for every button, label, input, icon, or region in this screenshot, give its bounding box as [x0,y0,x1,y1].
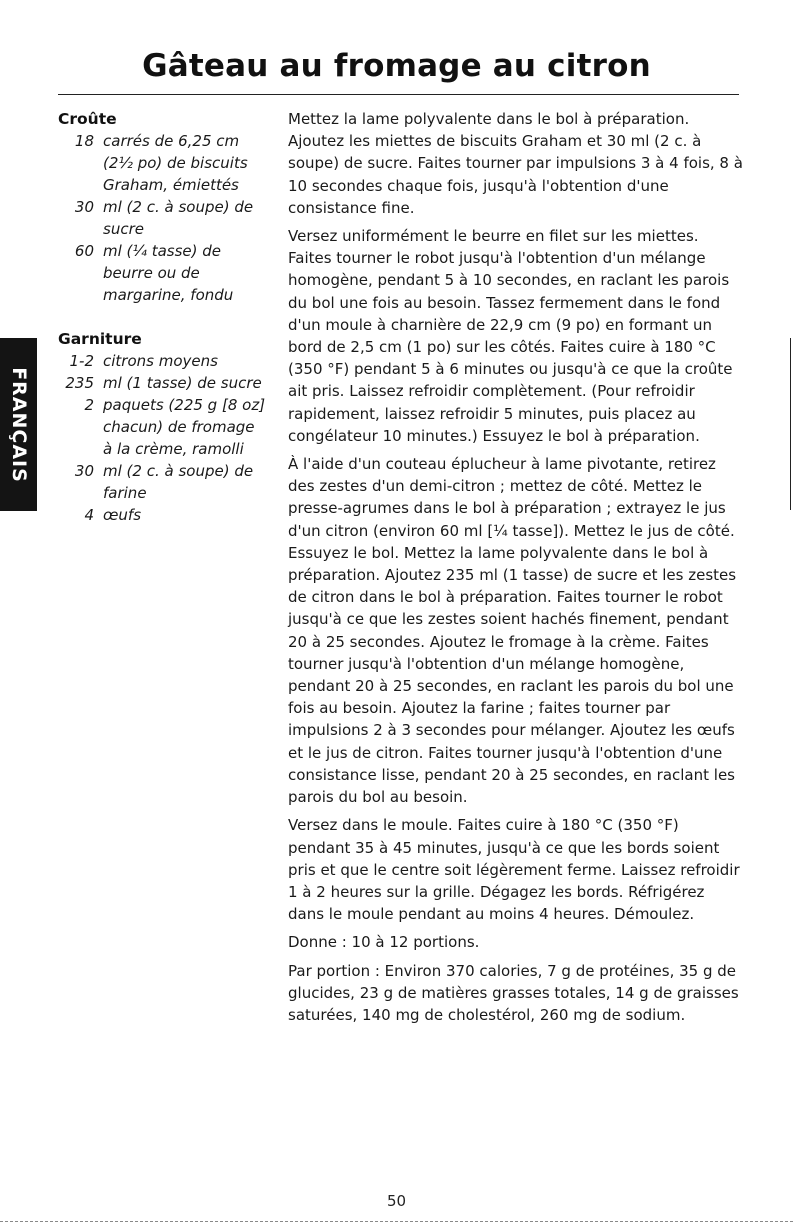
ingredient-item [58,350,273,372]
page-number: 50 [386,1192,407,1210]
instruction-paragraph: Versez dans le moule. Faites cuire à 180 °C (350 °F) pendant 35 à 45 minutes, jusqu'à ce que les bords soient pris et que le centre soit légèrement ferme. Laissez refroidir 1 à 2 heures sur la grille. Dégagez les bords. Réfrigérez dans le moule pendant au moins 4 heures. Démoulez. [288,816,740,924]
instruction-paragraph: Versez uniformément le beurre en filet sur les miettes. Faites tourner le robot jusqu'à l'obtention d'un mélange homogène, pendant 5 à 10 secondes, en raclant les parois du bol une fois au besoin. Tassez fermement dans le fond d'un moule à charnière de 22,9 cm (9 po) en formant un bord de 2,5 cm (1 po) sur les côtés. Faites cuire à 180 °C (350 °F) pendant 5 à 6 minutes ou jusqu'à ce que la croûte ait pris. Laissez refroidir complètement. (Pour refroidir rapidement, laissez refroidir 5 minutes, puis placez au congélateur 10 minutes.) Essuyez le bol à préparation. [288,227,733,445]
instructions-column [288,108,744,1032]
margin-rule [790,338,791,510]
crust-heading: Croûte [58,110,117,128]
ingredient-desc: citrons moyens [103,352,218,370]
ingredient-desc: ml (2 c. à soupe) de sucre [103,198,254,238]
language-tab [0,338,37,511]
page-title: Gâteau au fromage au citron [142,48,651,84]
ingredient-qty: 1-2 [69,352,94,370]
title-divider [58,94,739,95]
ingredient-qty: 4 [84,506,94,524]
ingredient-qty: 60 [74,242,94,260]
ingredient-desc: ml (1 tasse) de sucre [103,374,262,392]
filling-heading: Garniture [58,330,142,348]
ingredient-item [58,460,273,504]
crust-ingredients [58,130,273,306]
ingredient-qty: 235 [65,374,94,392]
ingredient-desc: carrés de 6,25 cm (2½ po) de biscuits Graham, émiettés [103,132,248,194]
ingredient-item [58,504,273,526]
ingredient-item [58,240,273,306]
ingredient-qty: 18 [74,132,94,150]
ingredient-qty: 2 [84,396,94,414]
ingredient-desc: paquets (225 g [8 oz] chacun) de fromage à la crème, ramolli [103,396,266,458]
ingredient-item [58,130,273,196]
ingredient-desc: ml (¼ tasse) de beurre ou de margarine, fondu [103,242,234,304]
ingredients-column [58,108,273,548]
nutrition-text: Par portion : Environ 370 calories, 7 g de protéines, 35 g de glucides, 23 g de matières grasses totales, 14 g de graisses saturées, 140 mg de cholestérol, 260 mg de sodium. [288,961,739,1024]
ingredient-qty: 30 [74,198,94,216]
ingredient-desc: œufs [103,506,142,524]
ingredient-item [58,196,273,240]
instruction-paragraph: À l'aide d'un couteau éplucheur à lame pivotante, retirez des zestes d'un demi-citron ; mettez de côté. Mettez le presse-agrumes dans le bol à préparation ; extrayez le jus d'un citron (environ 60 ml [¼ tasse]). Mettez le jus de côté. Essuyez le bol. Mettez la lame polyvalente dans le bol à préparation. Ajoutez 235 ml (1 tasse) de sucre et les zestes de citron dans le bol à préparation. Faites tourner le robot jusqu'à ce que les zestes soient hachés finement, pendant 20 à 25 secondes. Ajoutez le fromage à la crème. Faites tourner jusqu'à l'obtention d'un mélange homogène, pendant 20 à 25 secondes, en raclant les parois du bol une fois au besoin. Ajoutez la farine ; faites tourner par impulsions 2 à 3 secondes pour mélanger. Ajoutez les œufs et le jus de citron. Faites tourner jusqu'à l'obtention d'une consistance lisse, pendant 20 à 25 secondes, en raclant les parois du bol au besoin. [288,455,737,807]
filling-ingredients [58,350,273,526]
language-tab-label: FRANÇAIS [7,366,30,483]
instruction-paragraph: Mettez la lame polyvalente dans le bol à préparation. Ajoutez les miettes de biscuits Graham et 30 ml (2 c. à soupe) de sucre. Faites tourner par impulsions 3 à 4 fois, 8 à 10 secondes chaque fois, jusqu'à l'obtention d'une consistance fine. [288,110,743,217]
ingredient-item [58,372,273,394]
ingredient-desc: ml (2 c. à soupe) de farine [103,462,254,502]
ingredient-item [58,394,273,460]
ingredient-qty: 30 [74,462,94,480]
bottom-divider [0,1221,793,1222]
yield-text: Donne : 10 à 12 portions. [288,933,480,952]
